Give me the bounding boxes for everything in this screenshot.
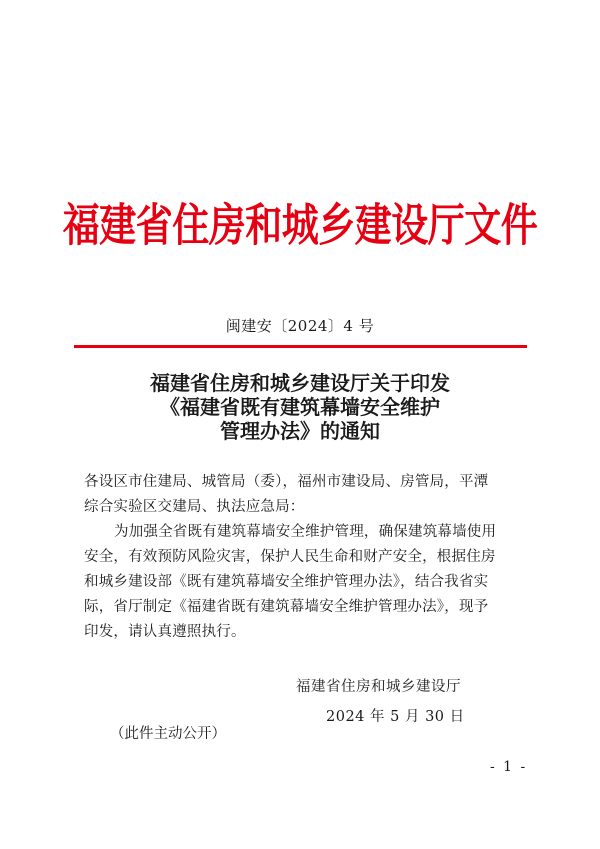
body-paragraph	[84, 520, 520, 645]
issuer-name: 福建省住房和城乡建设厅	[296, 679, 461, 695]
notice-title	[0, 371, 600, 443]
issue-date: 2024 年 5 月 30 日	[326, 709, 465, 725]
salutation	[84, 470, 520, 520]
title-line-1: 福建省住房和城乡建设厅关于印发	[150, 371, 450, 395]
page-number: - 1 -	[490, 759, 528, 775]
masthead-title: 福建省住房和城乡建设厅文件	[62, 199, 538, 252]
body-line-3: 和城乡建设部《既有建筑幕墙安全维护管理办法》，结合我省实	[84, 574, 489, 590]
red-divider-line	[74, 345, 527, 348]
salutation-line-1: 各设区市住建局、城管局（委），福州市建设局、房管局，平潭	[84, 474, 489, 490]
title-line-3: 管理办法》的通知	[220, 419, 380, 443]
document-number: 闽建安〔2024〕4 号	[225, 317, 375, 335]
salutation-line-2: 综合实验区交建局、执法应急局：	[84, 499, 305, 515]
disclosure-note: （此件主动公开）	[110, 726, 226, 742]
body-line-2: 安全，有效预防风险灾害，保护人民生命和财产安全，根据住房	[84, 549, 496, 565]
body-line-4: 际，省厅制定《福建省既有建筑幕墙安全维护管理办法》，现予	[84, 599, 489, 615]
body-line-1: 为加强全省既有建筑幕墙安全维护管理，确保建筑幕墙使用	[114, 524, 497, 540]
body-line-5: 印发，请认真遵照执行。	[84, 624, 246, 640]
title-line-2: 《福建省既有建筑幕墙安全维护	[160, 395, 440, 419]
